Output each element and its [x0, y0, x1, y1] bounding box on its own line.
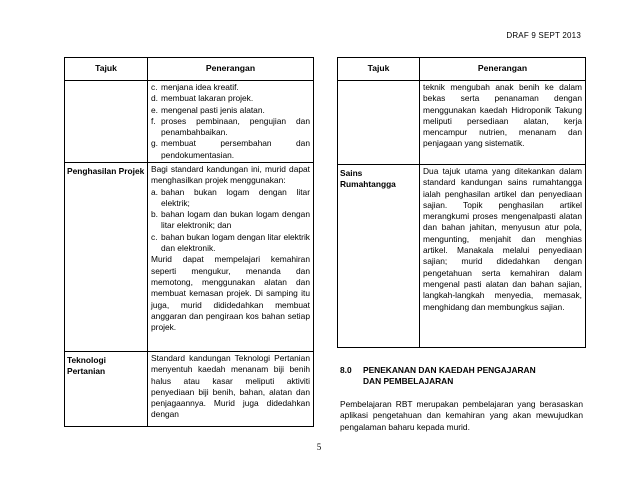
continued-list: [151, 82, 310, 161]
section-heading-line1: PENEKANAN DAN KAEDAH PENGAJARAN: [363, 365, 536, 375]
penghasilan-outro: Murid dapat mempelajari kemahiran seperti mengukur, menanda dan memotong, menggunakan alatan dan membuat kemasan projek. Di samping itu juga, murid dididedahkan membuat anggaran dan pengiraan kos bahan setiap projek.: [151, 254, 310, 333]
list-item: c. bahan bukan logam dengan litar elektrik dan elektronik.: [151, 232, 310, 255]
right-row-sains-rumahtangga: [338, 165, 586, 348]
penghasilan-list: [151, 187, 310, 255]
left-row-continued: [65, 81, 314, 163]
right-row-continued-tajuk: [338, 81, 420, 165]
page-number: 5: [316, 442, 322, 452]
right-header-penerangan: Penerangan: [420, 58, 586, 81]
section-heading-line2: DAN PEMBELAJARAN: [363, 376, 454, 387]
left-table-header: [65, 58, 314, 81]
right-table: [337, 57, 586, 348]
sains-rumahtangga-desc: [420, 165, 586, 348]
list-item: a. bahan bukan logam dengan litar elektrik;: [151, 187, 310, 210]
left-row-teknologi-pertanian: [65, 352, 314, 427]
teknologi-pertanian-desc: [148, 352, 314, 427]
left-header-penerangan: Penerangan: [148, 58, 314, 81]
list-item: g. membuat persembahan dan pendokumentasian.: [151, 138, 310, 161]
right-row-continued-desc: [420, 81, 586, 165]
list-item: e. mengenal pasti jenis alatan.: [151, 105, 310, 116]
penghasilan-projek-title: Penghasilan Projek: [65, 163, 148, 352]
penghasilan-projek-desc: [148, 163, 314, 352]
left-table: [64, 57, 314, 427]
list-item: b. bahan logam dan bukan logam dengan litar elektronik; dan: [151, 209, 310, 232]
draft-label: DRAF 9 SEPT 2013: [506, 31, 581, 40]
sains-rumahtangga-title: Sains Rumahtangga: [338, 165, 420, 348]
right-row-continued: [338, 81, 586, 165]
left-row-continued-tajuk: [65, 81, 148, 163]
teknologi-pertanian-text: Standard kandungan Teknologi Pertanian menyentuh kaedah menanam biji benih halus atau kasar meliputi aktiviti penyediaan biji benih, bahan, alatan dan penjagaannya. Murid juga didedahkan dengan: [151, 353, 310, 420]
list-item: f. proses pembinaan, pengujian dan penambahbaikan.: [151, 116, 310, 139]
left-row-penghasilan-projek: [65, 163, 314, 352]
section-number: 8.0: [340, 365, 352, 375]
list-item: d. membuat lakaran projek.: [151, 93, 310, 104]
right-table-header: [338, 58, 586, 81]
section-body: Pembelajaran RBT merupakan pembelajaran yang berasaskan aplikasi pengetahuan dan kemahiran yang akan mewujudkan pengalaman baharu kepada murid.: [340, 399, 583, 432]
list-item: c. menjana idea kreatif.: [151, 82, 310, 93]
teknologi-pertanian-title: Teknologi Pertanian: [65, 352, 148, 427]
penghasilan-intro: Bagi standard kandungan ini, murid dapat menghasilkan projek menggunakan:: [151, 164, 310, 186]
left-row-continued-desc: [148, 81, 314, 163]
left-header-tajuk: Tajuk: [65, 58, 148, 81]
hidroponik-text: teknik mengubah anak benih ke dalam bekas serta penanaman dengan menggunakan kaedah Hidroponik Takung meliputi persediaan alatan, kerja mencampur nutrien, menanam dan penjagaan yang sistematik.: [423, 82, 582, 149]
right-header-tajuk: Tajuk: [338, 58, 420, 81]
section-heading: [340, 365, 583, 388]
sains-rumahtangga-text: Dua tajuk utama yang ditekankan dalam standard kandungan sains rumahtangga ialah penghasilan artikel dan penyediaan sajian. Topik penghasilan artikel merangkumi proses mengenalpasti alatan dan bahan jahitan, menyusun atur pola, mengunting, menjahit dan menghias artikel. Manakala melalui penyediaan sajian; murid didedahkan dengan pengetahuan serta kemahiran dalam mengenal pasti alatan dan bahan sajian, langkah-langkah menyedia, memasak, menghidang dan membungkus sajian.: [423, 166, 582, 312]
